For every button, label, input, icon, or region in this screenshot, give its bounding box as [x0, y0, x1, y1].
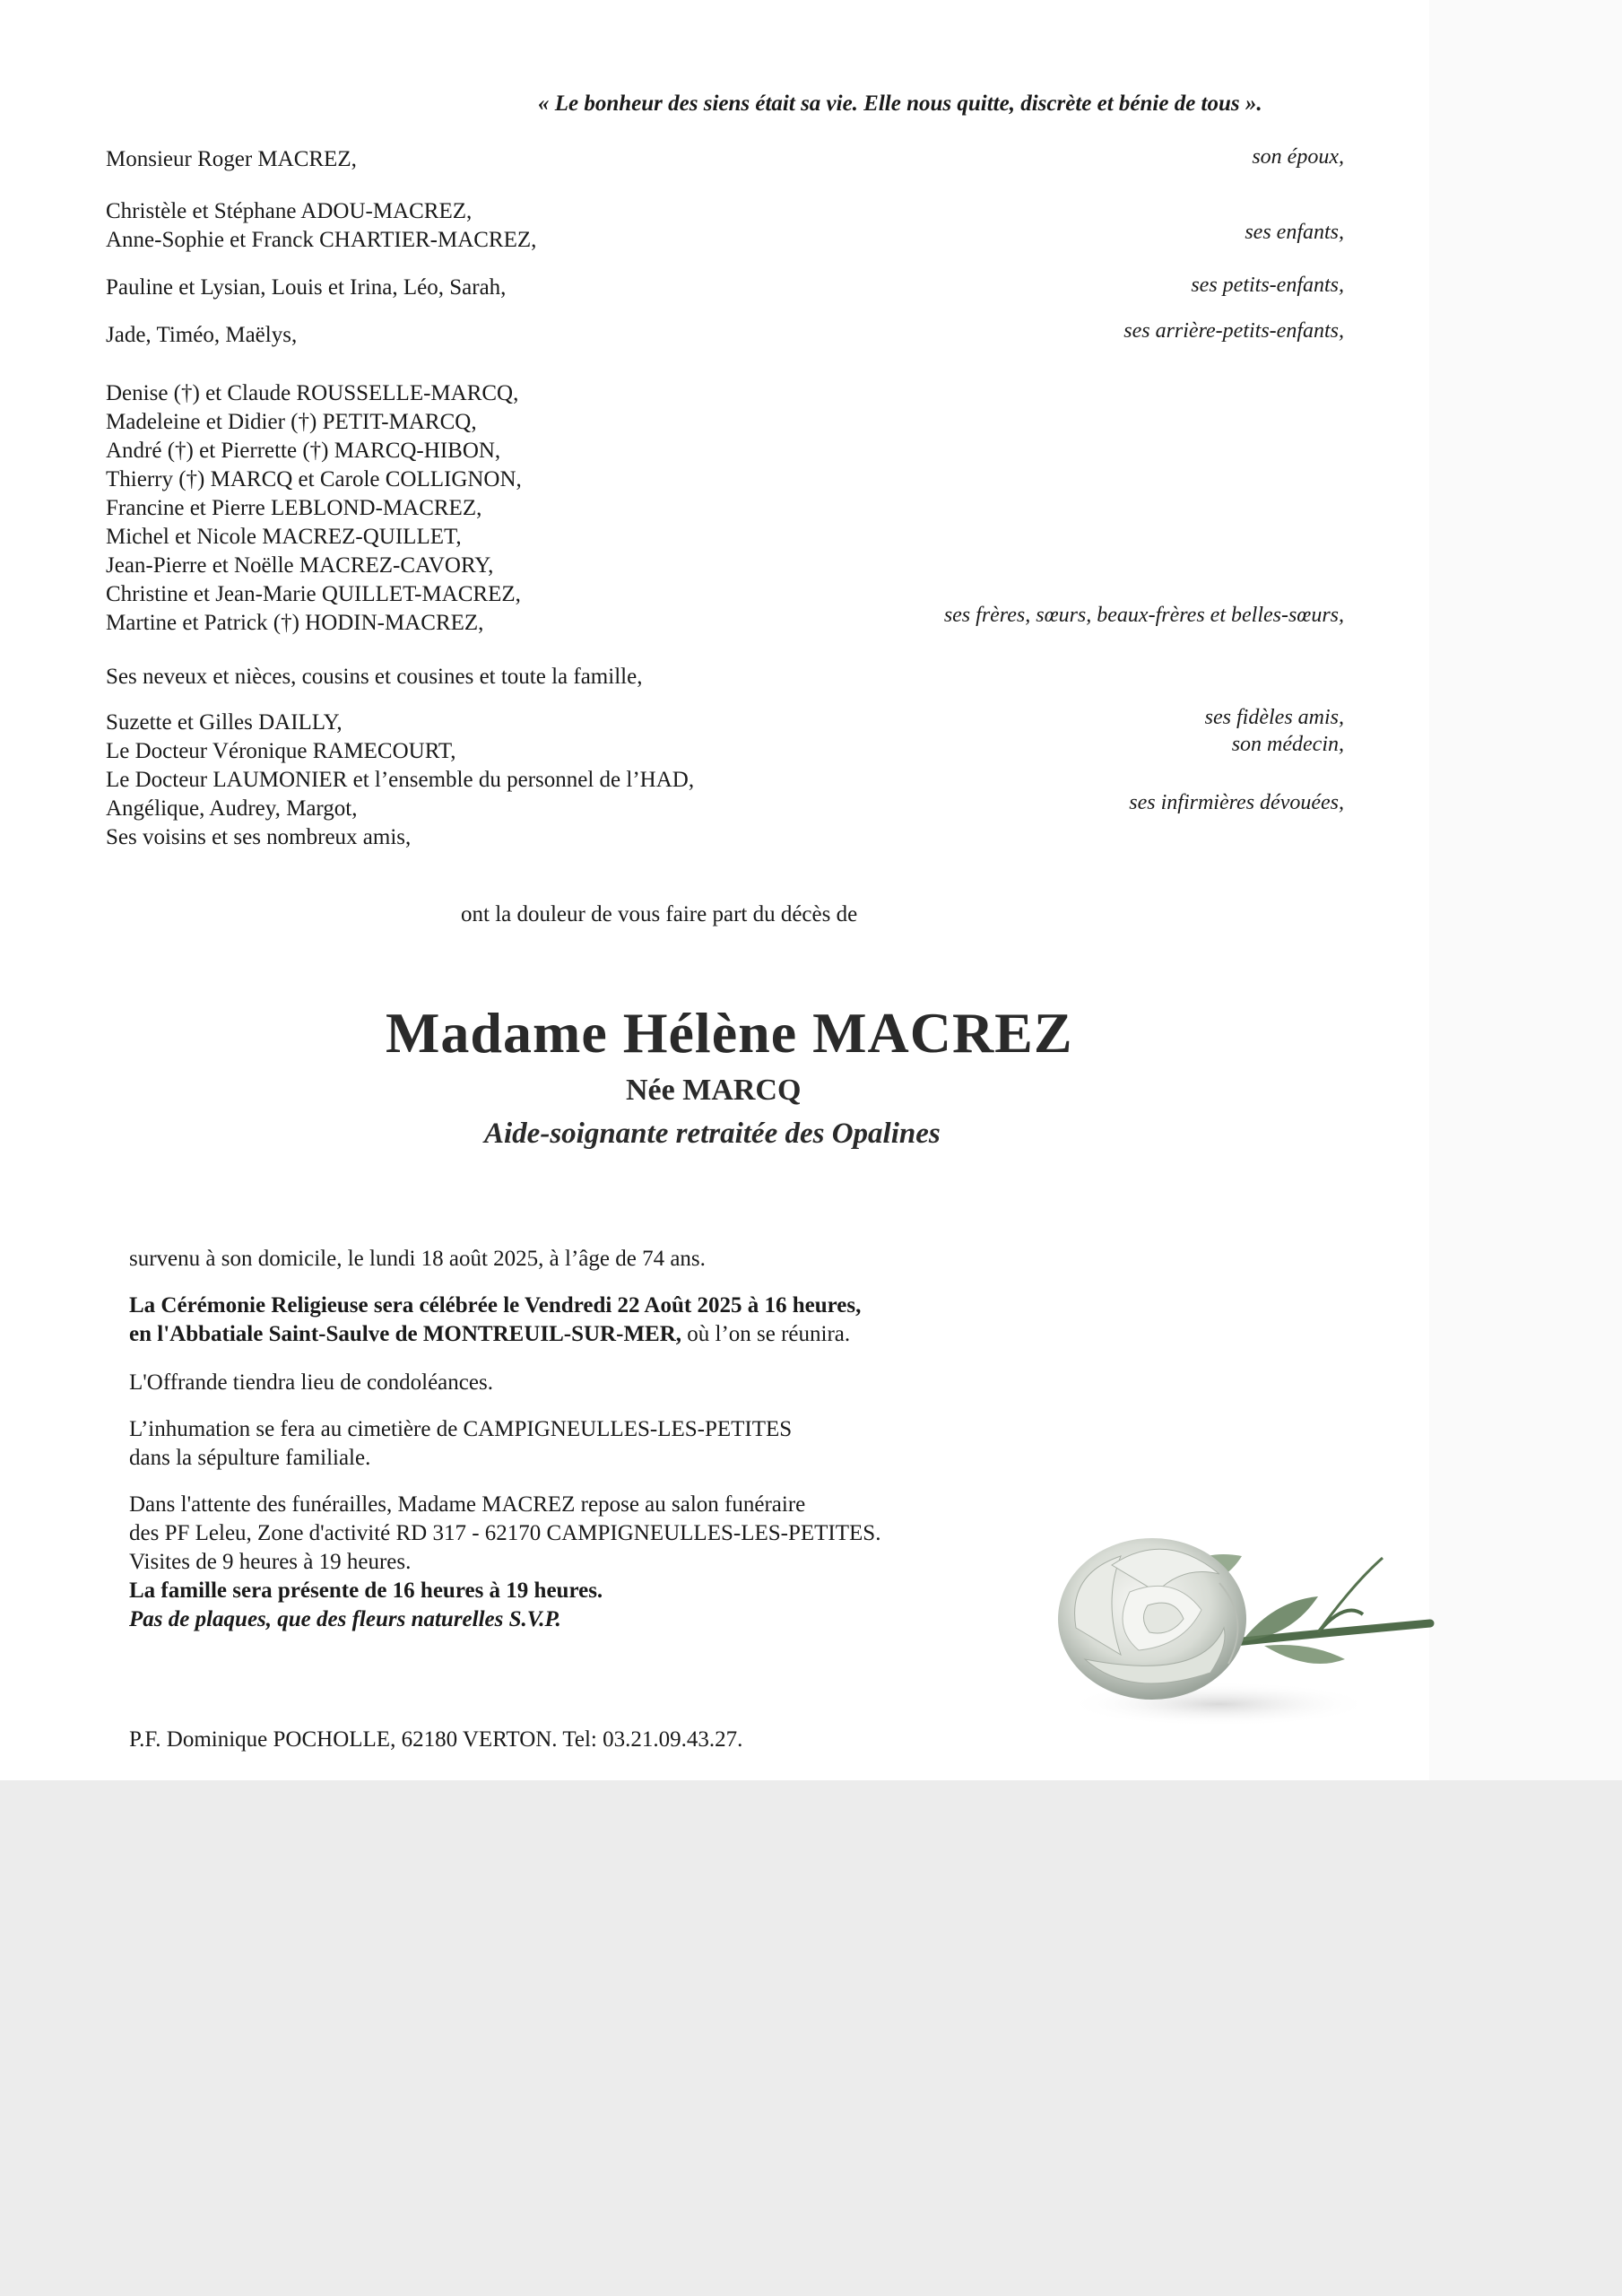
scan-margin — [1429, 0, 1622, 1780]
white-rose-icon — [1049, 1493, 1435, 1735]
sibling-entry: Jean-Pierre et Noëlle MACREZ-CAVORY, — [106, 553, 494, 578]
sibling-entry: Martine et Patrick (†) HODIN-MACREZ, — [106, 611, 484, 635]
sibling-entry: André (†) et Pierrette (†) MARCQ-HIBON, — [106, 439, 501, 463]
rest-line: Dans l'attente des funérailles, Madame MACREZ repose au salon funéraire — [129, 1492, 806, 1517]
funeral-home-details — [129, 1491, 880, 1634]
ceremony-gathering: où l’on se réunira. — [681, 1322, 851, 1346]
doctor-role: son médecin, — [1231, 733, 1344, 756]
epigraph-quote: « Le bonheur des siens était sa vie. Elle nous quitte, discrète et bénie de tous ». — [538, 91, 1262, 116]
burial-line: L’inhumation se fera au cimetière de CAMPIGNEULLES-LES-PETITES — [129, 1417, 793, 1441]
burial-details — [129, 1415, 792, 1473]
deceased-profession: Aide-soignante retraitée des Opalines — [484, 1118, 941, 1150]
sibling-entry: Christine et Jean-Marie QUILLET-MACREZ, — [106, 582, 521, 606]
ceremony-line-2 — [129, 1320, 850, 1349]
ceremony-location: en l'Abbatiale Saint-Saulve de MONTREUIL-SUR-MER, — [129, 1322, 682, 1346]
siblings-list — [106, 379, 522, 638]
grandchildren-role: ses petits-enfants, — [1191, 274, 1344, 297]
had-entry: Le Docteur LAUMONIER et l’ensemble du personnel de l’HAD, — [106, 768, 695, 792]
visits-line: Visites de 9 heures à 19 heures. — [129, 1550, 412, 1574]
family-presence-line: La famille sera présente de 16 heures à 19 heures. — [129, 1578, 603, 1603]
siblings-role: ses frères, sœurs, beaux-frères et belles-sœurs, — [943, 604, 1344, 627]
scan-background — [0, 1780, 1622, 2296]
no-plaques-line: Pas de plaques, que des fleurs naturelles S.V.P. — [129, 1607, 561, 1631]
extended-family: Ses neveux et nièces, cousins et cousines et toute la famille, — [106, 665, 643, 689]
maiden-name: Née MARCQ — [626, 1074, 802, 1107]
nurses-entry: Angélique, Audrey, Margot, — [106, 796, 358, 821]
death-details: survenu à son domicile, le lundi 18 août 2025, à l’âge de 74 ans. — [129, 1247, 706, 1271]
children-role: ses enfants, — [1245, 221, 1344, 244]
spouse-name: Monsieur Roger MACREZ, — [106, 147, 357, 171]
doctor-entry: Le Docteur Véronique RAMECOURT, — [106, 739, 456, 763]
announcement-line: ont la douleur de vous faire part du décès de — [461, 902, 858, 926]
sibling-entry: Michel et Nicole MACREZ-QUILLET, — [106, 525, 462, 549]
children-list — [106, 197, 536, 255]
spouse-role: son époux, — [1252, 145, 1344, 169]
deceased-name: Madame Hélène MACREZ — [386, 1001, 1073, 1065]
grandchildren-list: Pauline et Lysian, Louis et Irina, Léo, Sarah, — [106, 275, 507, 300]
sibling-entry: Francine et Pierre LEBLOND-MACREZ, — [106, 496, 482, 520]
offering-note: L'Offrande tiendra lieu de condoléances. — [129, 1370, 493, 1395]
friends-caregivers-list — [106, 709, 694, 852]
ceremony-line-1: La Cérémonie Religieuse sera célébrée le Vendredi 22 Août 2025 à 16 heures, — [129, 1293, 862, 1318]
sibling-entry: Denise (†) et Claude ROUSSELLE-MARCQ, — [106, 381, 519, 405]
friends-entry: Suzette et Gilles DAILLY, — [106, 710, 343, 735]
child-entry: Christèle et Stéphane ADOU-MACREZ, — [106, 199, 473, 223]
burial-line: dans la sépulture familiale. — [129, 1446, 371, 1470]
sibling-entry: Thierry (†) MARCQ et Carole COLLIGNON, — [106, 467, 522, 491]
sibling-entry: Madeleine et Didier (†) PETIT-MARCQ, — [106, 410, 477, 434]
great-grandchildren-list: Jade, Timéo, Maëlys, — [106, 323, 298, 347]
nurses-role: ses infirmières dévouées, — [1129, 791, 1344, 814]
rest-line: des PF Leleu, Zone d'activité RD 317 - 62170 CAMPIGNEULLES-LES-PETITES. — [129, 1521, 881, 1545]
neighbours-entry: Ses voisins et ses nombreux amis, — [106, 825, 412, 849]
great-grandchildren-role: ses arrière-petits-enfants, — [1123, 319, 1344, 343]
funeral-director-contact: P.F. Dominique POCHOLLE, 62180 VERTON. Tel: 03.21.09.43.27. — [129, 1727, 743, 1752]
friends-role: ses fidèles amis, — [1204, 706, 1344, 729]
child-entry: Anne-Sophie et Franck CHARTIER-MACREZ, — [106, 228, 537, 252]
